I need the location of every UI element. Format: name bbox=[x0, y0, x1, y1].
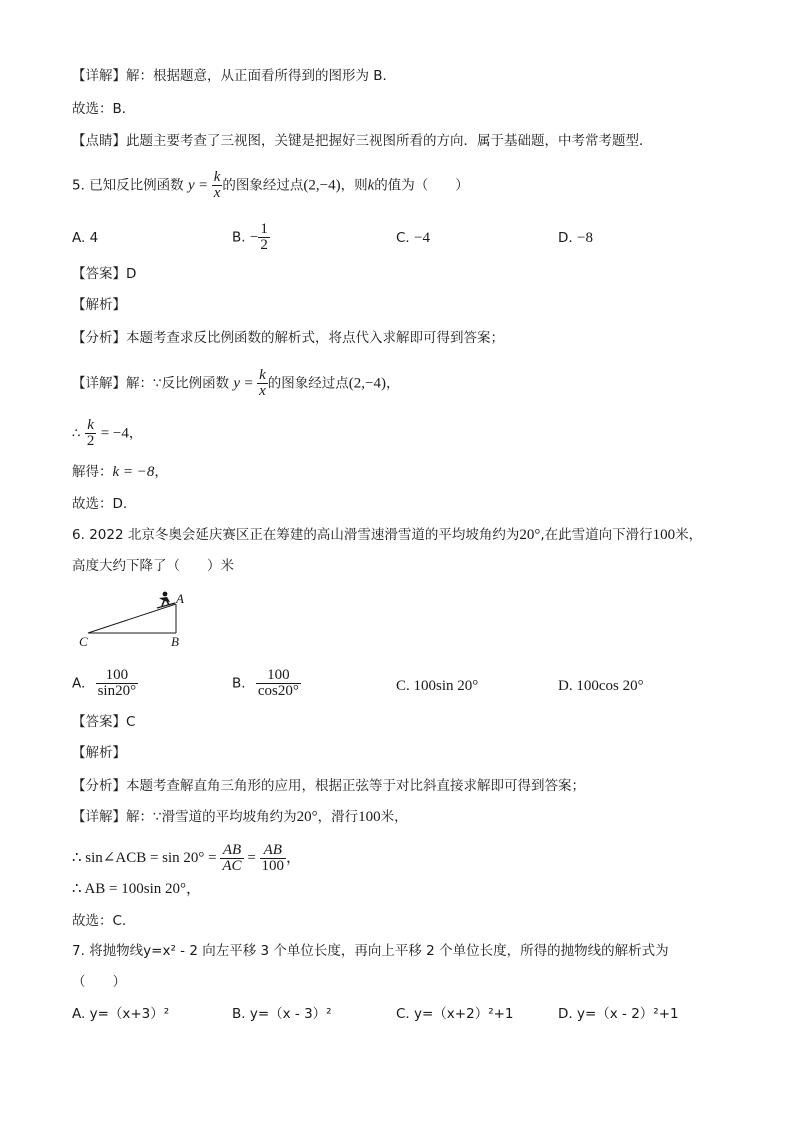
q5-fenxi: 【分析】本题考查求反比例函数的解析式，将点代入求解即可得到答案； bbox=[72, 330, 504, 346]
detail-tag: 【详解】 bbox=[72, 68, 126, 84]
q5-option-d: D. −8 bbox=[558, 230, 593, 246]
q6-choose: 故选：C． bbox=[72, 913, 136, 929]
q6-option-d: D. 100cos 20° bbox=[558, 678, 644, 694]
comment-line bbox=[72, 132, 653, 150]
fraction-one-half: $\frac{1}{2}$ bbox=[260, 221, 268, 253]
q5-answer: 【答案】D bbox=[72, 266, 137, 282]
q6-equation-1: ∴ sin∠ACB = sin 20° = $\frac{AB}{AC}$ = $\frac{AB}{100}$ ， bbox=[72, 842, 302, 874]
q5-option-b: B. − $\frac{1}{2}$ bbox=[232, 221, 268, 253]
q6-equation-2: ∴ AB = 100sin 20°， bbox=[72, 881, 202, 897]
question-6-stem-line1: 6. 2022 北京冬奥会延庆赛区正在筹建的高山滑雪速滑雪道的平均坡角约为20°,在此雪道向下滑行100米， bbox=[72, 527, 703, 543]
fraction-ab-over-100: $\frac{AB}{100}$ bbox=[261, 842, 285, 874]
question-6-stem-line2: 高度大约下降了（ ）米 bbox=[72, 558, 234, 574]
fraction-ab-over-ac: $\frac{AB}{AC}$ bbox=[222, 842, 242, 874]
question-5-stem: 5. 已知反比例函数 y = $\frac{k}{x}$ 的图象经过点(2,−4)，则k的值为（ ） bbox=[72, 169, 469, 201]
comment-text: 此题主要考查了三视图，关键是把握好三视图所看的方向．属于基础题，中考常考题型． bbox=[126, 133, 653, 149]
question-7-stem: 7. 将抛物线y=x² - 2 向左平移 3 个单位长度，再向上平移 2 个单位长度，所得的抛物线的解析式为 bbox=[72, 943, 669, 959]
q5-choose: 故选：D． bbox=[72, 496, 137, 512]
fraction-k-over-x: $\frac{k}{x}$ bbox=[259, 367, 266, 399]
q7-option-c: C. y=（x+2）²+1 bbox=[396, 1006, 514, 1022]
q6-analysis-label: 【解析】 bbox=[72, 745, 126, 761]
q6-option-c: C. 100sin 20° bbox=[396, 678, 479, 694]
detail-text: 解：根据题意，从正面看所得到的图形为 B． bbox=[126, 68, 397, 84]
answer-line: 故选：B． bbox=[72, 101, 136, 117]
fraction-100-over-cos20: $\frac{100}{\cos 20^\circ}$ bbox=[257, 667, 299, 699]
comment-tag: 【点睛】 bbox=[72, 133, 126, 149]
label-b: B bbox=[171, 634, 179, 649]
fraction-100-over-sin20: $\frac{100}{\sin 20^\circ}$ bbox=[97, 667, 137, 699]
slope-diagram bbox=[74, 588, 194, 650]
fraction-k-over-2: $\frac{k}{2}$ bbox=[86, 417, 95, 449]
q5-solve: 解得：k = −8， bbox=[72, 464, 168, 480]
label-c: C bbox=[79, 634, 88, 649]
slope-line-ca bbox=[88, 604, 176, 633]
q6-option-a: A. $\frac{100}{\sin 20^\circ}$ bbox=[72, 667, 137, 699]
q7-option-a: A. y=（x+3）² bbox=[72, 1006, 170, 1022]
q5-detail: 【详解】解：∵反比例函数 y = $\frac{k}{x}$ 的图象经过点(2,−4)， bbox=[72, 367, 400, 399]
q7-option-b: B. y=（x - 3）² bbox=[232, 1006, 332, 1022]
q5-equation: ∴ $\frac{k}{2}$ = −4， bbox=[72, 417, 143, 449]
q5-option-a: A. 4 bbox=[72, 230, 99, 246]
detail-line bbox=[72, 67, 396, 85]
q5-analysis-label: 【解析】 bbox=[72, 297, 126, 313]
fraction-k-over-x: $\frac{k}{x}$ bbox=[213, 169, 221, 201]
q5-option-c: C. −4 bbox=[396, 230, 430, 246]
q6-answer: 【答案】C bbox=[72, 714, 136, 730]
question-7-paren: （ ） bbox=[72, 974, 126, 990]
q6-option-b: B. $\frac{100}{\cos 20^\circ}$ bbox=[232, 667, 299, 699]
q6-fenxi: 【分析】本题考查解直角三角形的应用，根据正弦等于对比斜直接求解即可得到答案； bbox=[72, 778, 585, 794]
q7-option-d: D. y=（x - 2）²+1 bbox=[558, 1006, 679, 1022]
q6-detail: 【详解】解：∵滑雪道的平均坡角约为20°，滑行100米， bbox=[72, 809, 408, 825]
label-a: A bbox=[176, 591, 184, 606]
